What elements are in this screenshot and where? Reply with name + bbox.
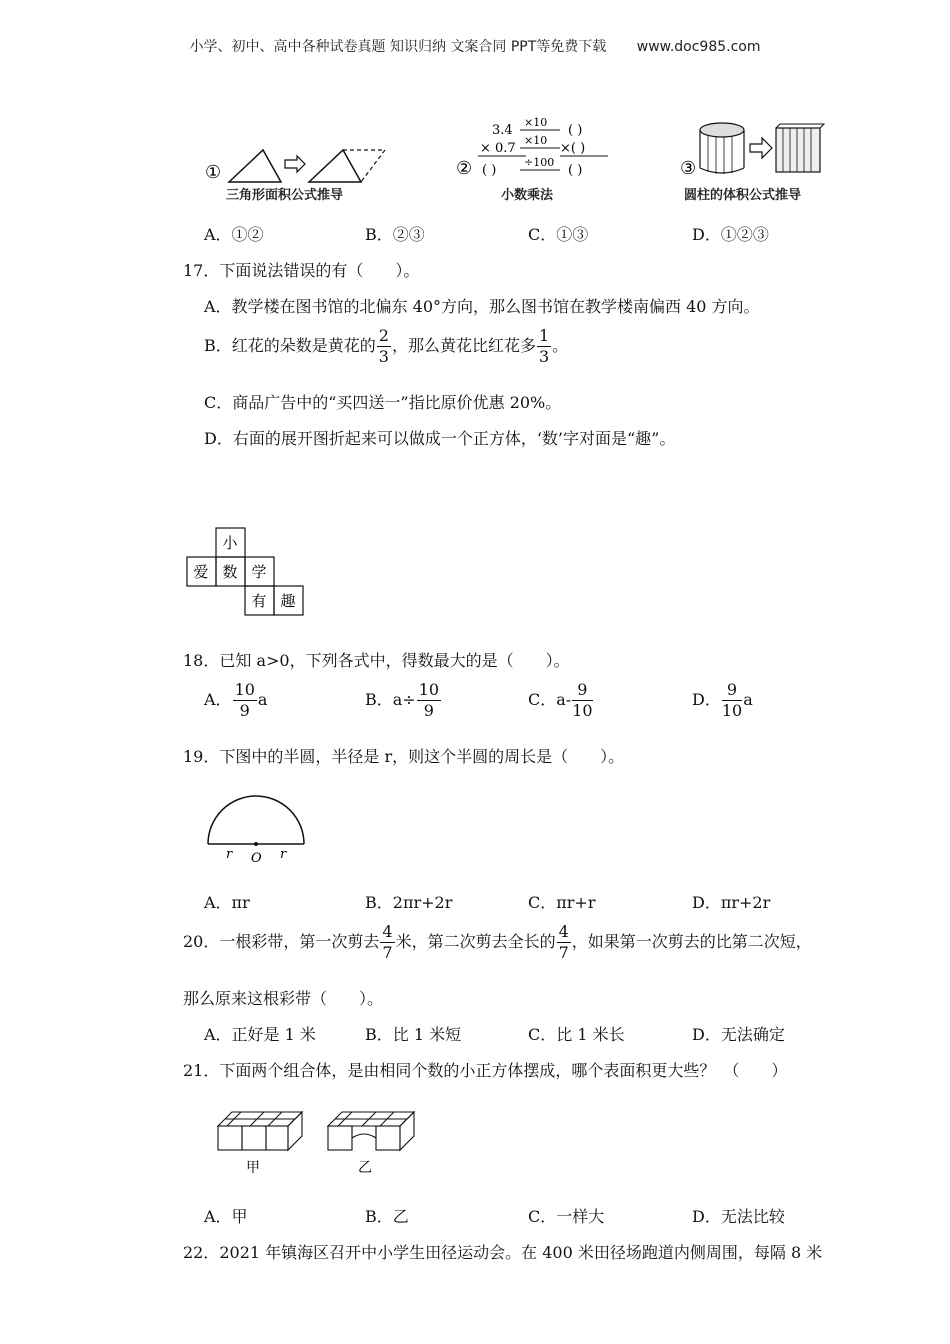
arrow-icon-2 — [750, 138, 772, 158]
q17-option-a[interactable]: A．教学楼在图书馆的北偏东 40°方向，那么图书馆在教学楼南偏西 40 方向。 — [204, 297, 760, 316]
net-cell-you: 有 — [251, 592, 267, 610]
figure-2 — [456, 112, 626, 188]
q17-stem: 17．下面说法错误的有（ ）。 — [183, 261, 420, 280]
figure-2-a: 3.4 — [492, 123, 513, 138]
q19-option-a[interactable]: A．πr — [204, 893, 250, 912]
q21-option-d[interactable]: D．无法比较 — [692, 1207, 785, 1226]
q20-option-d[interactable]: D．无法确定 — [692, 1025, 785, 1044]
cube-net — [186, 526, 306, 622]
q18-option-c[interactable]: C．a- $\frac{9}{10}$ — [528, 680, 593, 720]
parallelogram-dashed — [343, 150, 385, 182]
radius-label-left: r — [226, 847, 233, 862]
combo-solid-jia — [216, 1100, 308, 1184]
q18-option-b[interactable]: B．a÷ $\frac{10}{9}$ — [365, 680, 440, 720]
q19-stem: 19．下图中的半圆，半径是 r，则这个半圆的周长是（ ）。 — [183, 747, 625, 766]
fraction: $\frac{10}{9}$ — [234, 680, 255, 720]
q17-b-text-3: 。 — [552, 336, 569, 355]
figure-3 — [680, 120, 830, 184]
q16-option-b[interactable]: B．②③ — [365, 225, 425, 244]
q19-option-b[interactable]: B．2πr+2r — [365, 893, 453, 912]
figure-2-paren-2: ×( ) — [560, 141, 586, 156]
radius-label-right: r — [280, 847, 287, 862]
q17-option-b[interactable] — [204, 328, 568, 365]
q20-option-c[interactable]: C．比 1 米长 — [528, 1025, 625, 1044]
fraction: $\frac{9}{10}$ — [721, 680, 743, 720]
net-cell-shu: 数 — [222, 563, 238, 581]
semicircle-figure — [200, 790, 312, 870]
center-label: O — [251, 851, 262, 866]
figure-2-paren-3: ( ) — [568, 163, 583, 178]
header-site: www.doc985.com — [636, 39, 761, 55]
q19-option-d[interactable]: D．πr+2r — [692, 893, 771, 912]
header-title: 小学、初中、高中各种试卷真题 知识归纳 文案合同 PPT等免费下载 — [189, 39, 607, 55]
net-cell-xue: 学 — [251, 563, 267, 581]
q16-option-c[interactable]: C．①③ — [528, 225, 589, 244]
figure-2-x10a: ×10 — [524, 116, 548, 129]
q18-stem: 18．已知 a>0，下列各式中，得数最大的是（ ）。 — [183, 651, 570, 670]
combo-solid-yi — [326, 1100, 420, 1184]
figure-2-paren-1: ( ) — [568, 123, 583, 138]
cylinder-figure — [680, 120, 830, 180]
q17-b-text-2: ，那么黄花比红花多 — [391, 336, 536, 355]
semicircle-arc — [208, 796, 304, 844]
cube-net-diagram — [186, 526, 306, 618]
q18-option-d[interactable]: D． $\frac{9}{10}$ a — [692, 680, 753, 720]
figure-2-caption: 小数乘法 — [501, 188, 554, 203]
triangle-shape — [229, 150, 281, 182]
q18-option-a[interactable]: A． $\frac{10}{9}$ a — [204, 680, 268, 720]
q17-option-d[interactable]: D．右面的展开图折起来可以做成一个正方体，‘数’字对面是“趣”。 — [204, 429, 676, 448]
fraction: $\frac{4}{7}$ — [558, 922, 569, 962]
center-point — [254, 842, 258, 846]
fraction: $\frac{10}{9}$ — [418, 680, 440, 720]
q22-stem: 22．2021 年镇海区召开中小学生田径运动会。在 400 米田径场跑道内侧周围，每隔 8 米 — [183, 1243, 823, 1262]
figure-3-number: ③ — [680, 158, 697, 179]
q20-stem-line1: 20．一根彩带，第一次剪去 $\frac{4}{7}$ 米，第二次剪去全长的 $\frac{4}{7}$ ，如果第一次剪去的比第二次短， — [183, 922, 812, 962]
q21-stem: 21．下面两个组合体，是由相同个数的小正方体摆成，哪个表面积更大些？ （ ） — [183, 1061, 788, 1080]
figure-2-number: ② — [456, 158, 473, 179]
arrow-icon — [285, 156, 305, 172]
q19-option-c[interactable]: C．πr+r — [528, 893, 596, 912]
net-cell-ai: 爱 — [193, 563, 209, 581]
q20-option-b[interactable]: B．比 1 米短 — [365, 1025, 462, 1044]
q21-option-c[interactable]: C．一样大 — [528, 1207, 605, 1226]
figure-1-number: ① — [205, 162, 222, 183]
label-jia: 甲 — [246, 1160, 260, 1176]
cube-combo-yi — [326, 1100, 420, 1180]
decimal-multiplication-figure — [456, 112, 626, 184]
figure-1-caption: 三角形面积公式推导 — [226, 188, 344, 203]
cube-combo-jia — [216, 1100, 308, 1180]
fraction: $\frac{4}{7}$ — [382, 922, 393, 962]
q20-option-a[interactable]: A．正好是 1 米 — [204, 1025, 316, 1044]
figure-3-caption: 圆柱的体积公式推导 — [684, 188, 802, 203]
q16-option-d[interactable]: D．①②③ — [692, 225, 769, 244]
semicircle-diagram — [200, 790, 312, 866]
figure-2-result: ( ) — [482, 163, 497, 178]
q17-b-text-1: B．红花的朵数是黄花的 — [204, 336, 376, 355]
figure-2-b: × 0.7 — [480, 141, 516, 156]
page-header — [0, 36, 950, 56]
figure-2-x10b: ×10 — [524, 134, 548, 147]
label-yi: 乙 — [358, 1160, 372, 1176]
q17-option-c[interactable]: C．商品广告中的“买四送一”指比原价优惠 20%。 — [204, 393, 562, 412]
fraction: $\frac{9}{10}$ — [572, 680, 593, 720]
triangle-shape-2 — [309, 150, 361, 182]
fraction: $\frac{2}{3}$ — [378, 326, 389, 366]
q21-option-b[interactable]: B．乙 — [365, 1207, 409, 1226]
figure-2-div100: ÷100 — [524, 156, 555, 169]
net-cell-xiao: 小 — [222, 534, 238, 552]
fraction: $\frac{1}{3}$ — [538, 326, 550, 366]
net-cell-qu: 趣 — [280, 592, 296, 610]
q16-option-a[interactable]: A．①② — [204, 225, 264, 244]
q21-option-a[interactable]: A．甲 — [204, 1207, 248, 1226]
q20-stem-line2: 那么原来这根彩带（ ）。 — [183, 989, 384, 1008]
